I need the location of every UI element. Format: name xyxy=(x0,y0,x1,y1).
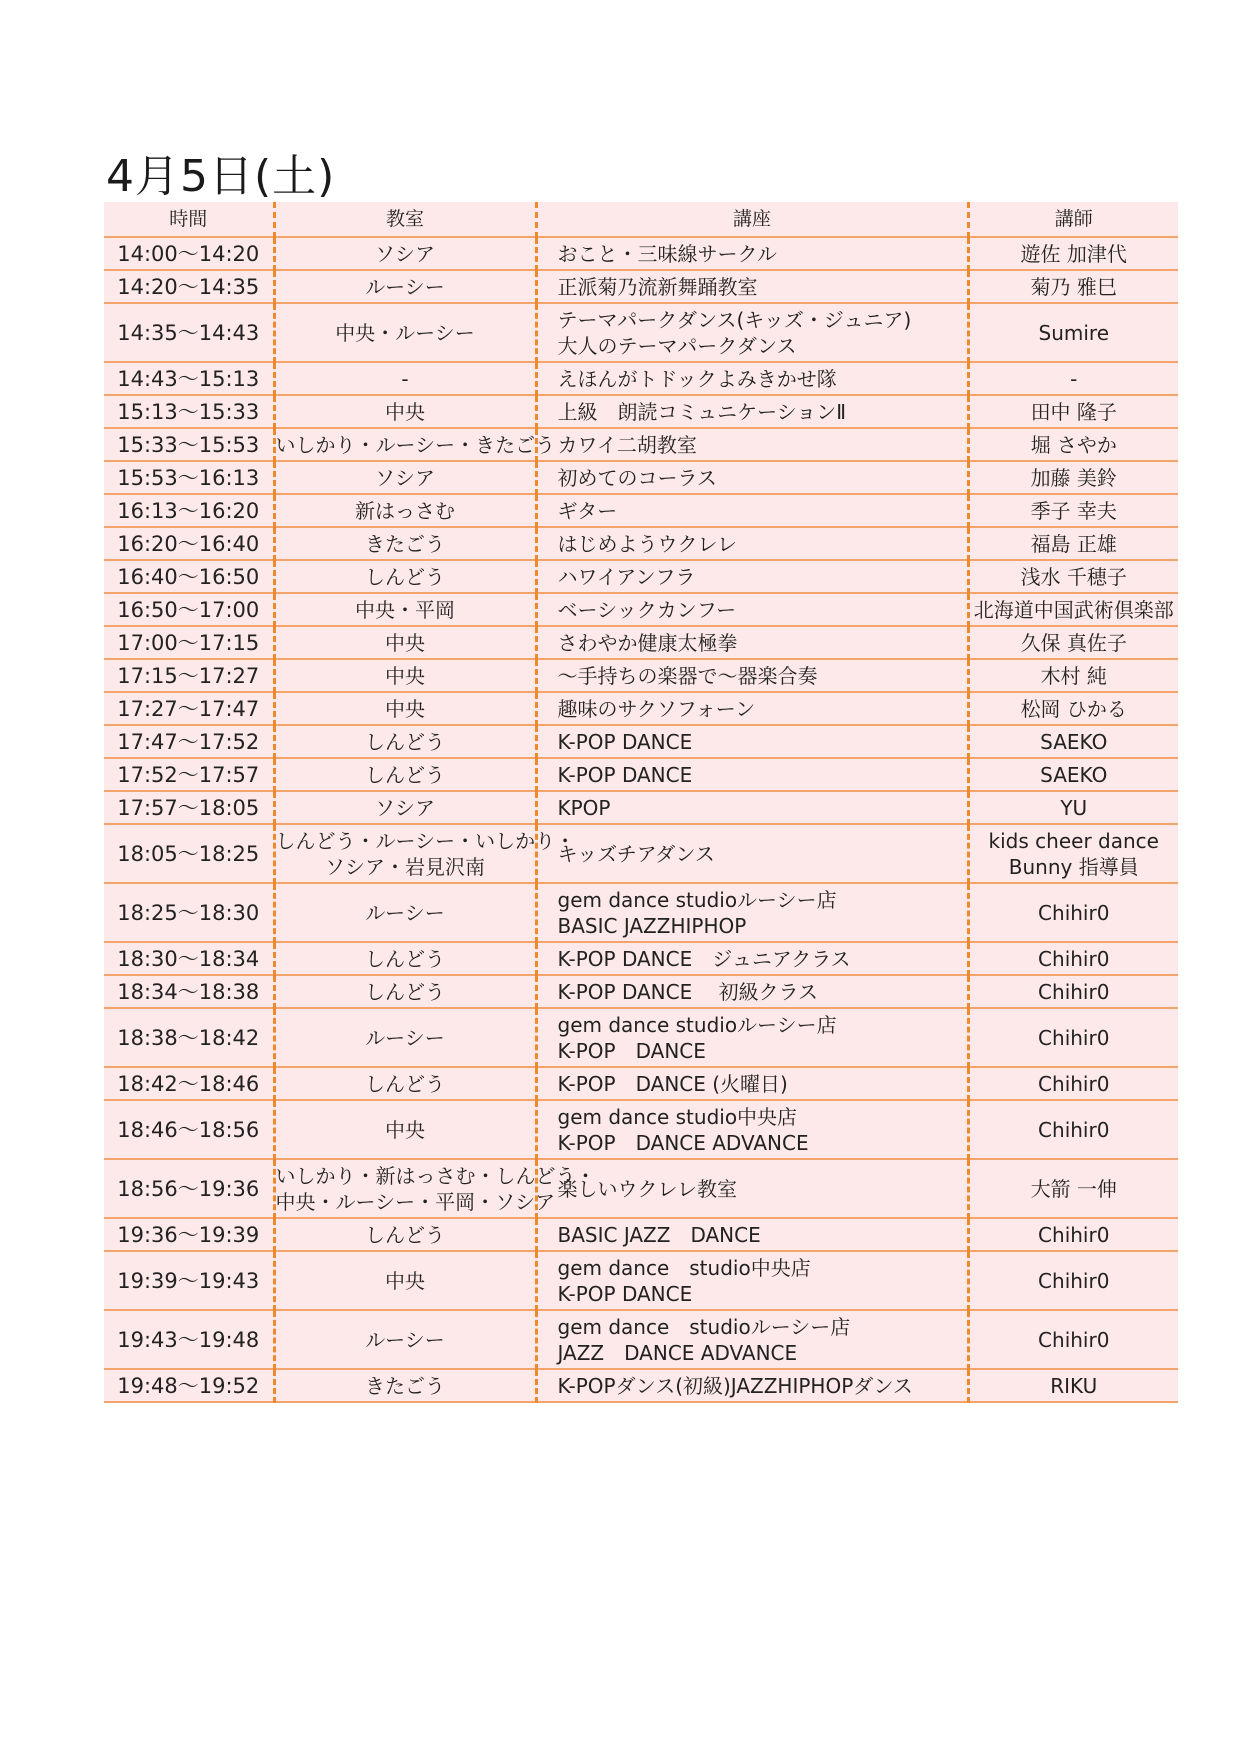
course-line: ハワイアンフラ xyxy=(557,564,696,589)
teacher-line: 北海道中国武術倶楽部 xyxy=(973,597,1174,622)
room-cell xyxy=(274,593,536,626)
time-cell: 16:20〜16:40 xyxy=(104,527,274,560)
room-line: しんどう xyxy=(365,729,445,754)
teacher-line: 久保 真佐子 xyxy=(1020,630,1127,655)
time-cell: 19:36〜19:39 xyxy=(104,1218,274,1251)
teacher-line: 加藤 美鈴 xyxy=(1030,465,1117,490)
room-cell xyxy=(274,1369,536,1402)
room-line: ソシア xyxy=(375,465,435,490)
course-line: K-POP DANCE xyxy=(557,1281,693,1306)
teacher-line: Bunny 指導員 xyxy=(1008,854,1139,879)
course-cell xyxy=(536,725,968,758)
table-row xyxy=(104,237,1178,270)
room-cell xyxy=(274,791,536,824)
teacher-line: SAEKO xyxy=(1040,729,1108,754)
time-cell: 18:30〜18:34 xyxy=(104,942,274,975)
teacher-line: RIKU xyxy=(1050,1373,1098,1398)
teacher-cell xyxy=(968,883,1178,942)
room-cell xyxy=(274,1218,536,1251)
room-cell xyxy=(274,428,556,461)
room-line: ソシア・岩見沢南 xyxy=(325,854,485,879)
table-row xyxy=(104,758,1178,791)
time-cell: 17:52〜17:57 xyxy=(104,758,274,791)
course-cell xyxy=(536,560,968,593)
time-cell: 18:38〜18:42 xyxy=(104,1008,274,1067)
teacher-line: Chihir0 xyxy=(1038,946,1110,971)
table-row xyxy=(104,1310,1178,1369)
teacher-line: - xyxy=(1070,366,1078,391)
course-line: おこと・三味線サークル xyxy=(557,241,777,266)
room-line: きたごう xyxy=(365,1373,445,1398)
teacher-cell xyxy=(968,1251,1178,1310)
header-teacher: 講師 xyxy=(968,202,1178,237)
header-course: 講座 xyxy=(536,202,968,237)
header-row xyxy=(104,202,1178,237)
time-cell: 17:27〜17:47 xyxy=(104,692,274,725)
teacher-line: Sumire xyxy=(1038,320,1109,345)
table-row xyxy=(104,270,1178,303)
course-cell xyxy=(536,1100,968,1159)
table-row xyxy=(104,791,1178,824)
course-line: 初めてのコーラス xyxy=(557,465,717,490)
room-line: きたごう xyxy=(365,531,445,556)
room-line: しんどう xyxy=(365,979,445,1004)
time-cell: 17:00〜17:15 xyxy=(104,626,274,659)
table-row xyxy=(104,975,1178,1008)
room-cell xyxy=(274,758,536,791)
teacher-line: 松岡 ひかる xyxy=(1020,696,1127,721)
course-line: gem dance studio中央店 xyxy=(557,1104,798,1129)
teacher-cell xyxy=(968,975,1178,1008)
course-cell xyxy=(536,395,968,428)
teacher-line: Chihir0 xyxy=(1038,1025,1110,1050)
room-cell xyxy=(274,692,536,725)
teacher-cell xyxy=(968,527,1178,560)
page-title: 4月5日(土) xyxy=(106,151,336,202)
time-cell: 14:20〜14:35 xyxy=(104,270,274,303)
room-line: 中央 xyxy=(385,1117,425,1142)
time-cell: 15:13〜15:33 xyxy=(104,395,274,428)
time-cell: 18:56〜19:36 xyxy=(104,1159,274,1218)
time-cell: 14:43〜15:13 xyxy=(104,362,274,395)
table-row xyxy=(104,626,1178,659)
room-cell xyxy=(274,303,536,362)
teacher-cell xyxy=(968,461,1178,494)
room-line: ルーシー xyxy=(365,1327,445,1352)
table-row xyxy=(104,461,1178,494)
teacher-cell xyxy=(968,1369,1178,1402)
course-line: えほんがトドックよみきかせ隊 xyxy=(557,366,837,391)
teacher-line: 木村 純 xyxy=(1040,663,1107,688)
course-cell xyxy=(536,758,968,791)
room-line: 中央 xyxy=(385,399,425,424)
teacher-line: kids cheer dance xyxy=(988,828,1159,853)
teacher-cell xyxy=(968,1159,1178,1218)
course-line: K-POP DANCE ADVANCE xyxy=(557,1130,809,1155)
table-row xyxy=(104,883,1178,942)
teacher-cell xyxy=(968,1218,1178,1251)
teacher-line: 遊佐 加津代 xyxy=(1020,241,1127,266)
header-room: 教室 xyxy=(274,202,536,237)
table-row xyxy=(104,1159,1178,1218)
time-cell: 19:48〜19:52 xyxy=(104,1369,274,1402)
time-cell: 18:42〜18:46 xyxy=(104,1067,274,1100)
room-cell xyxy=(274,560,536,593)
schedule-table xyxy=(104,202,1178,1403)
room-line: ルーシー xyxy=(365,900,445,925)
course-line: 正派菊乃流新舞踊教室 xyxy=(557,274,758,299)
table-row xyxy=(104,527,1178,560)
room-cell xyxy=(274,1067,536,1100)
room-line: ルーシー xyxy=(365,1025,445,1050)
course-line: ベーシックカンフー xyxy=(557,597,737,622)
teacher-cell xyxy=(968,758,1178,791)
room-line: - xyxy=(401,366,409,391)
room-cell xyxy=(274,362,536,395)
teacher-cell xyxy=(968,395,1178,428)
room-cell xyxy=(274,626,536,659)
teacher-cell xyxy=(968,303,1178,362)
room-cell xyxy=(274,659,536,692)
course-cell xyxy=(536,1251,968,1310)
teacher-cell xyxy=(968,428,1178,461)
course-cell xyxy=(536,494,968,527)
teacher-line: 浅水 千穂子 xyxy=(1020,564,1127,589)
table-row xyxy=(104,1218,1178,1251)
course-cell xyxy=(536,942,968,975)
room-line: 新はっさむ xyxy=(355,498,455,523)
room-line: しんどう xyxy=(365,564,445,589)
course-cell xyxy=(536,1369,968,1402)
course-cell xyxy=(536,692,968,725)
room-cell xyxy=(274,725,536,758)
teacher-cell xyxy=(968,494,1178,527)
course-line: 上級 朗読コミュニケーションⅡ xyxy=(557,399,847,424)
course-line: BASIC JAZZ DANCE xyxy=(557,1222,761,1247)
course-line: テーマパークダンス(キッズ・ジュニア) xyxy=(557,307,912,332)
course-cell xyxy=(536,237,968,270)
course-line: さわやか健康太極拳 xyxy=(557,630,738,655)
header-time: 時間 xyxy=(104,202,274,237)
course-line: K-POP DANCE xyxy=(557,1038,706,1063)
table-row xyxy=(104,725,1178,758)
teacher-cell xyxy=(968,791,1178,824)
room-cell xyxy=(274,270,536,303)
course-line: K-POPダンス(初級)JAZZHIPHOPダンス xyxy=(557,1373,913,1398)
room-line: しんどう・ルーシー・いしかり・ xyxy=(275,828,576,853)
table-row xyxy=(104,1067,1178,1100)
teacher-cell xyxy=(968,270,1178,303)
time-cell: 18:46〜18:56 xyxy=(104,1100,274,1159)
teacher-line: Chihir0 xyxy=(1038,979,1110,1004)
teacher-line: Chihir0 xyxy=(1038,900,1110,925)
teacher-cell xyxy=(968,725,1178,758)
teacher-cell xyxy=(968,659,1178,692)
table-row xyxy=(104,428,1178,461)
teacher-line: 堀 さやか xyxy=(1030,432,1117,457)
room-cell xyxy=(274,1008,536,1067)
table-row xyxy=(104,560,1178,593)
course-cell xyxy=(536,1159,968,1218)
course-cell xyxy=(536,1067,968,1100)
teacher-cell xyxy=(968,1067,1178,1100)
room-line: 中央 xyxy=(385,630,425,655)
course-line: カワイ二胡教室 xyxy=(557,432,697,457)
room-cell xyxy=(274,237,536,270)
table-row xyxy=(104,1251,1178,1310)
teacher-cell xyxy=(968,1008,1178,1067)
teacher-line: 福島 正雄 xyxy=(1030,531,1117,556)
course-cell xyxy=(536,626,968,659)
course-line: gem dance studioルーシー店 xyxy=(557,1314,851,1339)
room-cell xyxy=(274,461,536,494)
room-line: しんどう xyxy=(365,1222,445,1247)
room-line: 中央 xyxy=(385,663,425,688)
teacher-line: Chihir0 xyxy=(1038,1222,1110,1247)
course-cell xyxy=(536,461,968,494)
time-cell: 15:53〜16:13 xyxy=(104,461,274,494)
teacher-cell xyxy=(968,1100,1178,1159)
table-row xyxy=(104,1369,1178,1402)
teacher-cell xyxy=(968,593,1178,626)
course-cell xyxy=(536,824,968,883)
room-cell xyxy=(274,824,576,883)
time-cell: 16:13〜16:20 xyxy=(104,494,274,527)
teacher-line: 田中 隆子 xyxy=(1030,399,1117,424)
room-cell xyxy=(274,1251,536,1310)
course-line: 趣味のサクソフォーン xyxy=(557,696,756,721)
course-line: 〜手持ちの楽器で〜器楽合奏 xyxy=(557,663,818,688)
course-line: gem dance studio中央店 xyxy=(557,1255,811,1280)
schedule-body xyxy=(104,237,1178,1402)
course-line: K-POP DANCE 初級クラス xyxy=(557,979,819,1004)
course-line: はじめようウクレレ xyxy=(557,531,737,556)
room-cell xyxy=(274,395,536,428)
table-row xyxy=(104,303,1178,362)
time-cell: 18:34〜18:38 xyxy=(104,975,274,1008)
room-line: しんどう xyxy=(365,762,445,787)
room-line: ルーシー xyxy=(365,274,445,299)
table-row xyxy=(104,494,1178,527)
time-cell: 18:05〜18:25 xyxy=(104,824,274,883)
course-cell xyxy=(536,593,968,626)
teacher-line: Chihir0 xyxy=(1038,1327,1110,1352)
table-row xyxy=(104,942,1178,975)
room-line: 中央 xyxy=(385,1268,425,1293)
course-cell xyxy=(536,428,968,461)
course-cell xyxy=(536,1218,968,1251)
time-cell: 15:33〜15:53 xyxy=(104,428,274,461)
room-line: 中央・ルーシー xyxy=(335,320,475,345)
teacher-cell xyxy=(968,824,1178,883)
course-cell xyxy=(536,362,968,395)
room-line: しんどう xyxy=(365,946,445,971)
course-line: ギター xyxy=(557,498,618,523)
table-row xyxy=(104,1100,1178,1159)
time-cell: 18:25〜18:30 xyxy=(104,883,274,942)
course-line: gem dance studioルーシー店 xyxy=(557,1012,837,1037)
course-cell xyxy=(536,883,968,942)
teacher-line: 菊乃 雅巳 xyxy=(1030,274,1117,299)
teacher-cell xyxy=(968,362,1178,395)
course-line: JAZZ DANCE ADVANCE xyxy=(557,1340,798,1365)
room-cell xyxy=(274,1159,596,1218)
room-line: 中央・平岡 xyxy=(355,597,455,622)
course-line: K-POP DANCE xyxy=(557,729,693,754)
room-line: ソシア xyxy=(375,795,435,820)
time-cell: 17:47〜17:52 xyxy=(104,725,274,758)
time-cell: 17:15〜17:27 xyxy=(104,659,274,692)
teacher-cell xyxy=(968,1310,1178,1369)
course-cell xyxy=(536,975,968,1008)
course-line: キッズチアダンス xyxy=(557,841,715,866)
course-line: K-POP DANCE (火曜日) xyxy=(557,1071,788,1096)
course-line: BASIC JAZZHIPHOP xyxy=(557,913,747,938)
time-cell: 16:40〜16:50 xyxy=(104,560,274,593)
time-cell: 19:43〜19:48 xyxy=(104,1310,274,1369)
teacher-line: YU xyxy=(1060,795,1088,820)
table-row xyxy=(104,659,1178,692)
course-line: K-POP DANCE xyxy=(557,762,693,787)
room-cell xyxy=(274,1100,536,1159)
table-row xyxy=(104,593,1178,626)
room-cell xyxy=(274,527,536,560)
room-line: ソシア xyxy=(375,241,435,266)
room-cell xyxy=(274,942,536,975)
course-line: 大人のテーマパークダンス xyxy=(557,333,797,358)
teacher-cell xyxy=(968,237,1178,270)
course-cell xyxy=(536,1008,968,1067)
teacher-cell xyxy=(968,692,1178,725)
teacher-cell xyxy=(968,626,1178,659)
table-row xyxy=(104,395,1178,428)
course-cell xyxy=(536,1310,968,1369)
room-cell xyxy=(274,494,536,527)
course-line: KPOP xyxy=(557,795,611,820)
room-cell xyxy=(274,883,536,942)
room-line: 中央・ルーシー・平岡・ソシア xyxy=(275,1189,556,1214)
time-cell: 14:35〜14:43 xyxy=(104,303,274,362)
teacher-line: Chihir0 xyxy=(1038,1268,1110,1293)
teacher-line: 大箭 一伸 xyxy=(1030,1176,1117,1201)
course-cell xyxy=(536,270,968,303)
time-cell: 17:57〜18:05 xyxy=(104,791,274,824)
teacher-line: Chihir0 xyxy=(1038,1117,1110,1142)
room-cell xyxy=(274,975,536,1008)
table-row xyxy=(104,1008,1178,1067)
room-line: いしかり・ルーシー・きたごう xyxy=(275,432,556,457)
course-line: K-POP DANCE ジュニアクラス xyxy=(557,946,851,971)
room-line: 中央 xyxy=(385,696,425,721)
time-cell: 16:50〜17:00 xyxy=(104,593,274,626)
room-line: いしかり・新はっさむ・しんどう・ xyxy=(275,1163,596,1188)
course-cell xyxy=(536,303,968,362)
table-row xyxy=(104,362,1178,395)
teacher-cell xyxy=(968,560,1178,593)
teacher-line: 季子 幸夫 xyxy=(1030,498,1117,523)
table-row xyxy=(104,692,1178,725)
room-line: しんどう xyxy=(365,1071,445,1096)
course-line: 楽しいウクレレ教室 xyxy=(557,1176,737,1201)
course-cell xyxy=(536,791,968,824)
room-cell xyxy=(274,1310,536,1369)
teacher-line: SAEKO xyxy=(1040,762,1108,787)
table-row xyxy=(104,824,1178,883)
course-cell xyxy=(536,527,968,560)
time-cell: 14:00〜14:20 xyxy=(104,237,274,270)
teacher-cell xyxy=(968,942,1178,975)
time-cell: 19:39〜19:43 xyxy=(104,1251,274,1310)
teacher-line: Chihir0 xyxy=(1038,1071,1110,1096)
course-line: gem dance studioルーシー店 xyxy=(557,887,837,912)
course-cell xyxy=(536,659,968,692)
